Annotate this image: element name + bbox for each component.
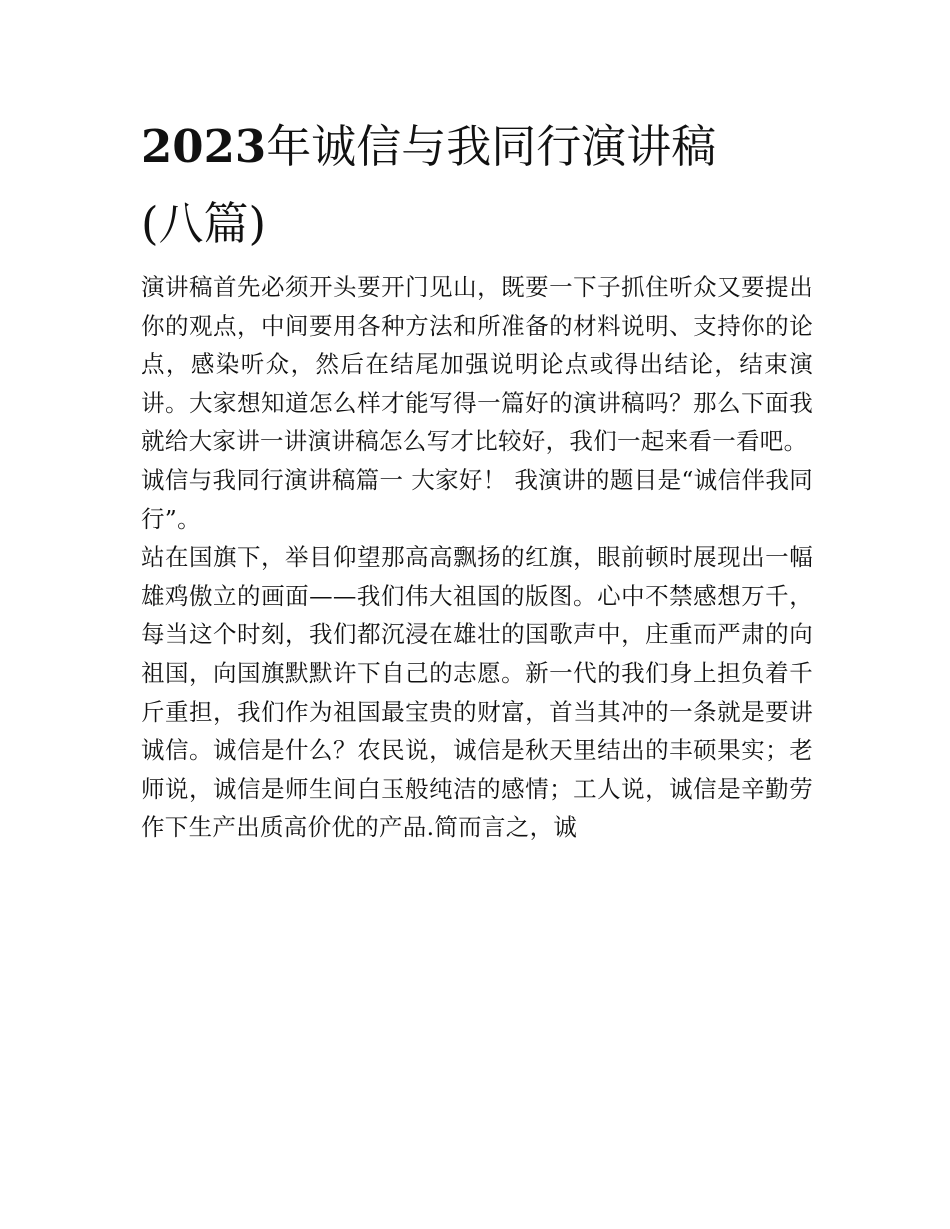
paragraph-speech-body: 站在国旗下，举目仰望那高高飘扬的红旗，眼前顿时展现出一幅雄鸡傲立的画面——我们伟大祖国的版图。心中不禁感想万千，每当这个时刻，我们都沉浸在雄壮的国歌声中，庄重而严肃的向祖国，向国旗默默许下自己的志愿。新一代的我们身上担负着千斤重担，我们作为祖国最宝贵的财富，首当其冲的一条就是要讲诚信。诚信是什么？农民说，诚信是秋天里结出的丰硕果实；老师说，诚信是师生间白玉般纯洁的感情；工人说，诚信是辛勤劳作下生产出质高价优的产品.简而言之，诚 — [141, 543, 813, 842]
paragraph-speech-heading: 诚信与我同行演讲稿篇一 大家好！ 我演讲的题目是“诚信伴我同行”。 — [141, 465, 813, 533]
document-title — [141, 108, 813, 262]
title-year: 2023 — [141, 120, 267, 173]
title-line-2: (八篇) — [141, 197, 267, 250]
document-body — [141, 108, 813, 847]
title-line-1: 年诚信与我同行演讲稿 — [266, 120, 717, 173]
paragraph-intro: 演讲稿首先必须开头要开门见山，既要一下子抓住听众又要提出你的观点，中间要用各种方法和所准备的材料说明、支持你的论点，感染听众，然后在结尾加强说明论点或得出结论，结束演讲。大家想知道怎么样才能写得一篇好的演讲稿吗？那么下面我就给大家讲一讲演讲稿怎么写才比较好，我们一起来看一看吧。 — [141, 273, 813, 456]
